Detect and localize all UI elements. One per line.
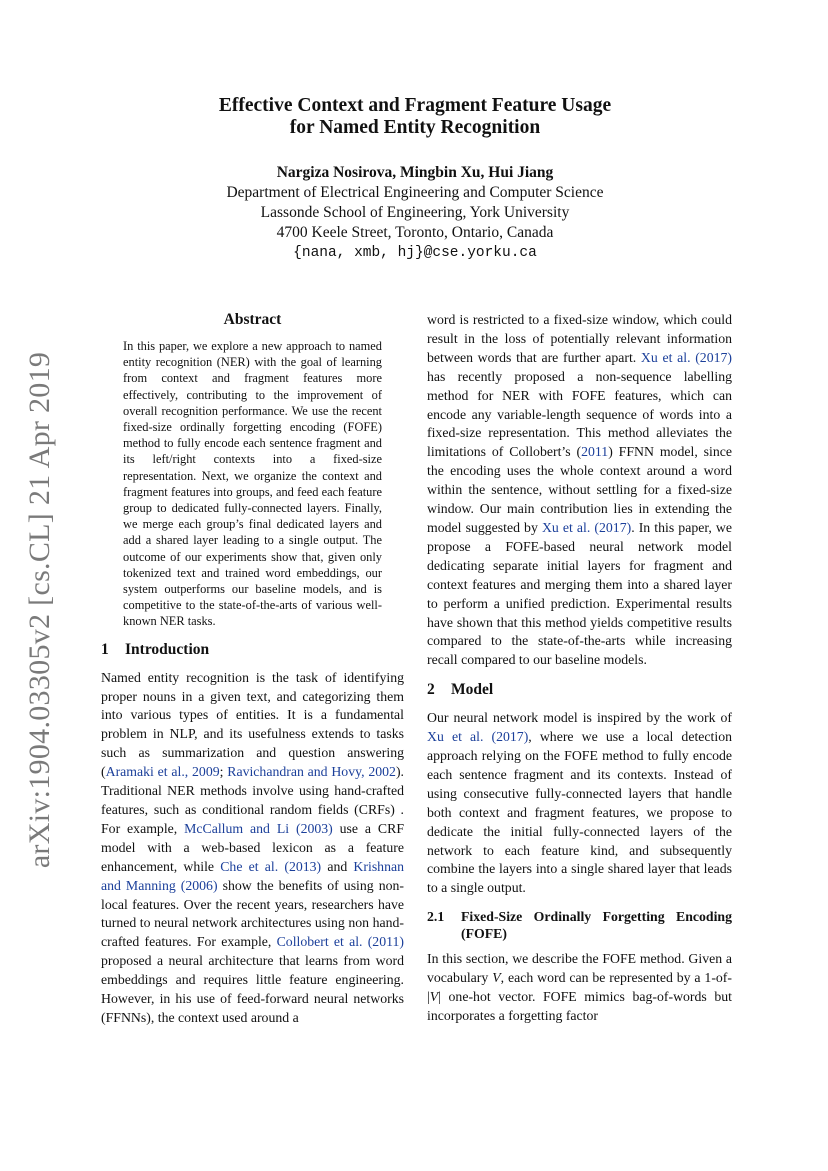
math-variable: V (492, 970, 501, 986)
text-run: , where we use a local detection approach relying on the FOFE method to fully encode each sentence fragment and its contexts. Instead of using consecutive fully-connected layers that handle both context and fragment features, we propose to dedicate the initial fully-connected layers of the network to each feature kind, and subsequently combine the layers into a single shared layer that leads to a single output. (427, 729, 732, 896)
citation-link[interactable]: Xu et al. (2017) (640, 349, 732, 365)
text-run: show the benefits of using non-local features. Over the recent years, researchers have turned to neural network architectures using non hand-crafted features. For example, (101, 877, 404, 950)
right-column (427, 311, 732, 1026)
citation-link[interactable]: McCallum and Li (2003) (184, 820, 333, 836)
citation-link[interactable]: Xu et al. (2017) (427, 729, 529, 745)
citation-link[interactable]: 2011 (581, 444, 609, 460)
text-run: and (321, 858, 354, 874)
abstract-text: In this paper, we explore a new approach to named entity recognition (NER) with the goal of learning from context and fragment features more effectively, contributing to the improvement of overall recognition performance. We use the recent fixed-size ordinally forgetting encoding (FOFE) method to fully encode each sentence fragment and its left/right contexts into a fixed-size representation. Next, we organize the context and fragment features into groups, and feed each feature group to dedicated fully-connected layers. Finally, we merge each group’s final dedicated layers and add a shared layer leading to a single output. The outcome of our experiments show that, given only tokenized text and trained word embeddings, our system outperforms our baseline models, and is competitive to the state-of-the-arts of various well-known NER tasks. (123, 339, 382, 629)
subsection-title: Fixed-Size Ordinally Forgetting Encoding (FOFE) (461, 909, 732, 942)
model-paragraph (427, 709, 732, 898)
arxiv-id-text: arXiv:1904.03305v2 [cs.CL] 21 Apr 2019 (23, 351, 56, 869)
citation-link[interactable]: Ravichandran and Hovy, 2002 (227, 764, 396, 780)
author-email: {nana, xmb, hj}@cse.yorku.ca (293, 245, 537, 261)
text-run: In this section, we describe the FOFE method. Given a vocabulary (427, 951, 732, 986)
arxiv-identifier-stamp (18, 351, 62, 869)
title-line-2: for Named Entity Recognition (289, 117, 541, 138)
text-run: ) FFNN model, since the encoding uses the whole context around a word within the sentence, without settling for a fixed-size window. Our main contribution lies in extending the model suggested by (427, 444, 732, 535)
introduction-continued-paragraph (427, 311, 732, 670)
section-2-heading (427, 680, 732, 700)
citation-link[interactable]: Xu et al. (2017) (541, 519, 632, 535)
citation-link[interactable]: Aramaki et al., 2009 (105, 764, 220, 780)
text-run: use a CRF model with a web-based lexicon as a feature enhancement, while (101, 820, 405, 874)
title-line-1: Effective Context and Fragment Feature Usage (218, 95, 612, 116)
paper-header (100, 95, 730, 263)
section-number: 1 (101, 640, 109, 658)
citation-link[interactable]: Krishnan and Manning (2006) (101, 858, 405, 893)
affiliation-line-1: Department of Electrical Engineering and Computer Science (226, 184, 604, 201)
paper-title (100, 95, 730, 139)
abstract-heading: Abstract (223, 311, 282, 328)
text-run: has recently proposed a non-sequence labelling method for NER with FOFE features, which can encode any variable-length sequence of words into a fixed-size representation. This method alleviates the limitations of Collobert’s ( (427, 368, 732, 460)
text-run: Our neural network model is inspired by the work of (427, 710, 732, 726)
fofe-paragraph (427, 950, 732, 1026)
author-list: Nargiza Nosirova, Mingbin Xu, Hui Jiang (276, 164, 554, 181)
affiliation-line-2: Lassonde School of Engineering, York University (260, 204, 570, 221)
text-run: proposed a neural architecture that learns from word embeddings and requires little feature engineering. However, in his use of feed-forward neural networks (FFNNs), the context used around a (101, 953, 404, 1025)
subsection-number: 2.1 (427, 909, 445, 925)
text-run: ). Traditional NER methods involve using hand-crafted features, such as conditional random fields (CRFs) . For example, (101, 764, 404, 836)
citation-link[interactable]: Che et al. (2013) (220, 858, 322, 874)
affiliation-line-3: 4700 Keele Street, Toronto, Ontario, Canada (276, 224, 554, 241)
text-run: | one-hot vector. FOFE mimics bag-of-words but incorporates a forgetting factor (427, 989, 732, 1023)
section-title: Model (451, 681, 494, 699)
text-run: word is restricted to a fixed-size window, which could result in the loss of potentially relevant information between words that are further apart. (427, 312, 732, 365)
left-column (101, 310, 404, 1028)
section-number: 2 (427, 681, 435, 699)
text-run: . In this paper, we propose a FOFE-based neural network model dedicating separate initial layers for fragment and context features and merging them into a shared layer to perform a unified prediction. Experimental results have shown that this method yields competitive results compared to the state-of-the-arts while increasing recall compared to our baseline models. (427, 519, 733, 668)
text-run: Named entity recognition is the task of identifying proper nouns in a given text, and categorizing them into various types of entities. It is a fundamental problem in NLP, and its usefulness extends to tasks such as summarization and question answering ( (101, 669, 404, 780)
math-variable: V (429, 989, 439, 1005)
citation-link[interactable]: Collobert et al. (2011) (276, 934, 404, 950)
text-run: , each word can be represented by a 1-of-| (427, 970, 733, 1005)
subsection-2-1-heading (427, 908, 732, 942)
introduction-paragraph (101, 669, 404, 1028)
section-1-heading (101, 640, 404, 660)
text-run: ; (219, 764, 228, 780)
section-title: Introduction (125, 640, 210, 658)
